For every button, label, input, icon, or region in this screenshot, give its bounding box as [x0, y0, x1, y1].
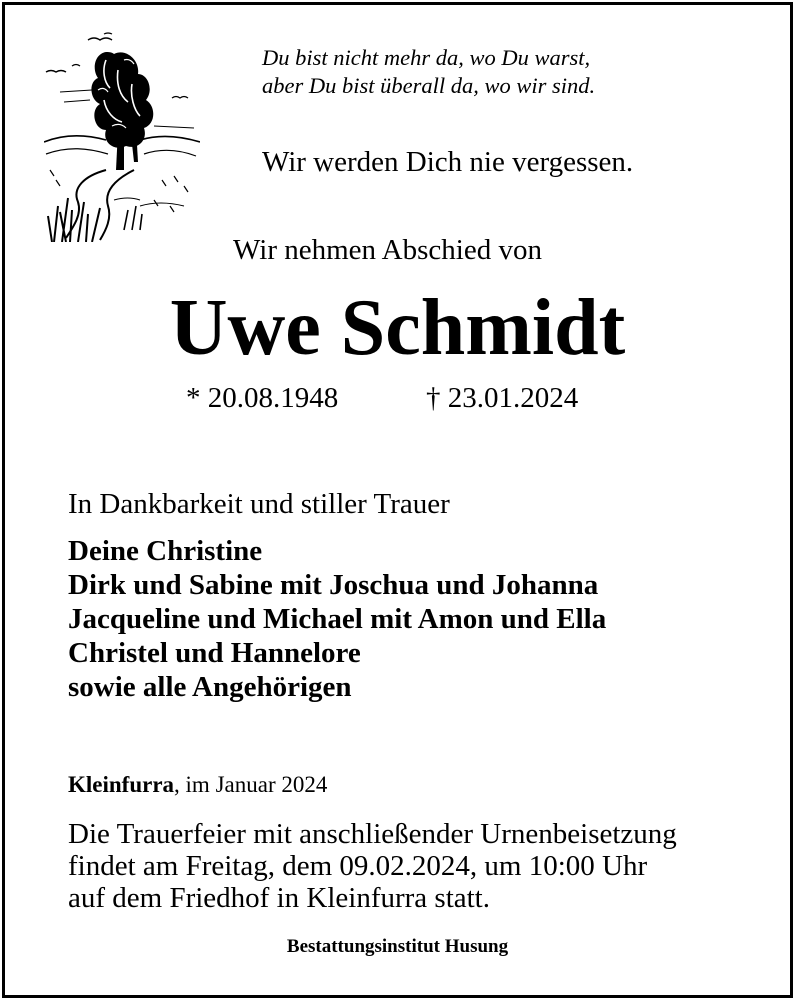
- quote-line-2: aber Du bist überall da, wo wir sind.: [262, 73, 596, 98]
- mourner-line: Dirk und Sabine mit Joschua und Johanna: [68, 569, 599, 601]
- place-name: Kleinfurra: [68, 772, 175, 797]
- mourner-line: Deine Christine: [68, 535, 263, 567]
- memorial-quote: [262, 44, 595, 100]
- quote-line-1: Du bist nicht mehr da, wo Du warst,: [262, 45, 591, 70]
- never-forget-line: Wir werden Dich nie vergessen.: [262, 146, 634, 178]
- mourner-line: sowie alle Angehörigen: [68, 671, 352, 703]
- farewell-intro-text: Wir nehmen Abschied von: [233, 234, 542, 266]
- death-date: † 23.01.2024: [426, 382, 579, 414]
- service-line: auf dem Friedhof in Kleinfurra statt.: [68, 882, 490, 914]
- service-line: Die Trauerfeier mit anschließender Urnenbeisetzung: [68, 818, 677, 850]
- grief-line: In Dankbarkeit und stiller Trauer: [68, 488, 450, 520]
- place-date-line: [68, 772, 327, 798]
- service-details: [68, 818, 677, 914]
- farewell-intro: [0, 234, 795, 267]
- deceased-name: Uwe Schmidt: [169, 284, 626, 372]
- tree-landscape-icon: [44, 30, 200, 242]
- place-date: , im Januar 2024: [174, 772, 328, 797]
- mourner-line: Jacqueline und Michael mit Amon und Ella: [68, 603, 607, 635]
- birth-date: * 20.08.1948: [186, 382, 339, 414]
- mourner-line: Christel und Hannelore: [68, 637, 361, 669]
- mourners-list: [68, 534, 606, 704]
- undertaker-name: Bestattungsinstitut Husung: [286, 936, 509, 957]
- service-line: findet am Freitag, dem 09.02.2024, um 10:00 Uhr: [68, 850, 648, 882]
